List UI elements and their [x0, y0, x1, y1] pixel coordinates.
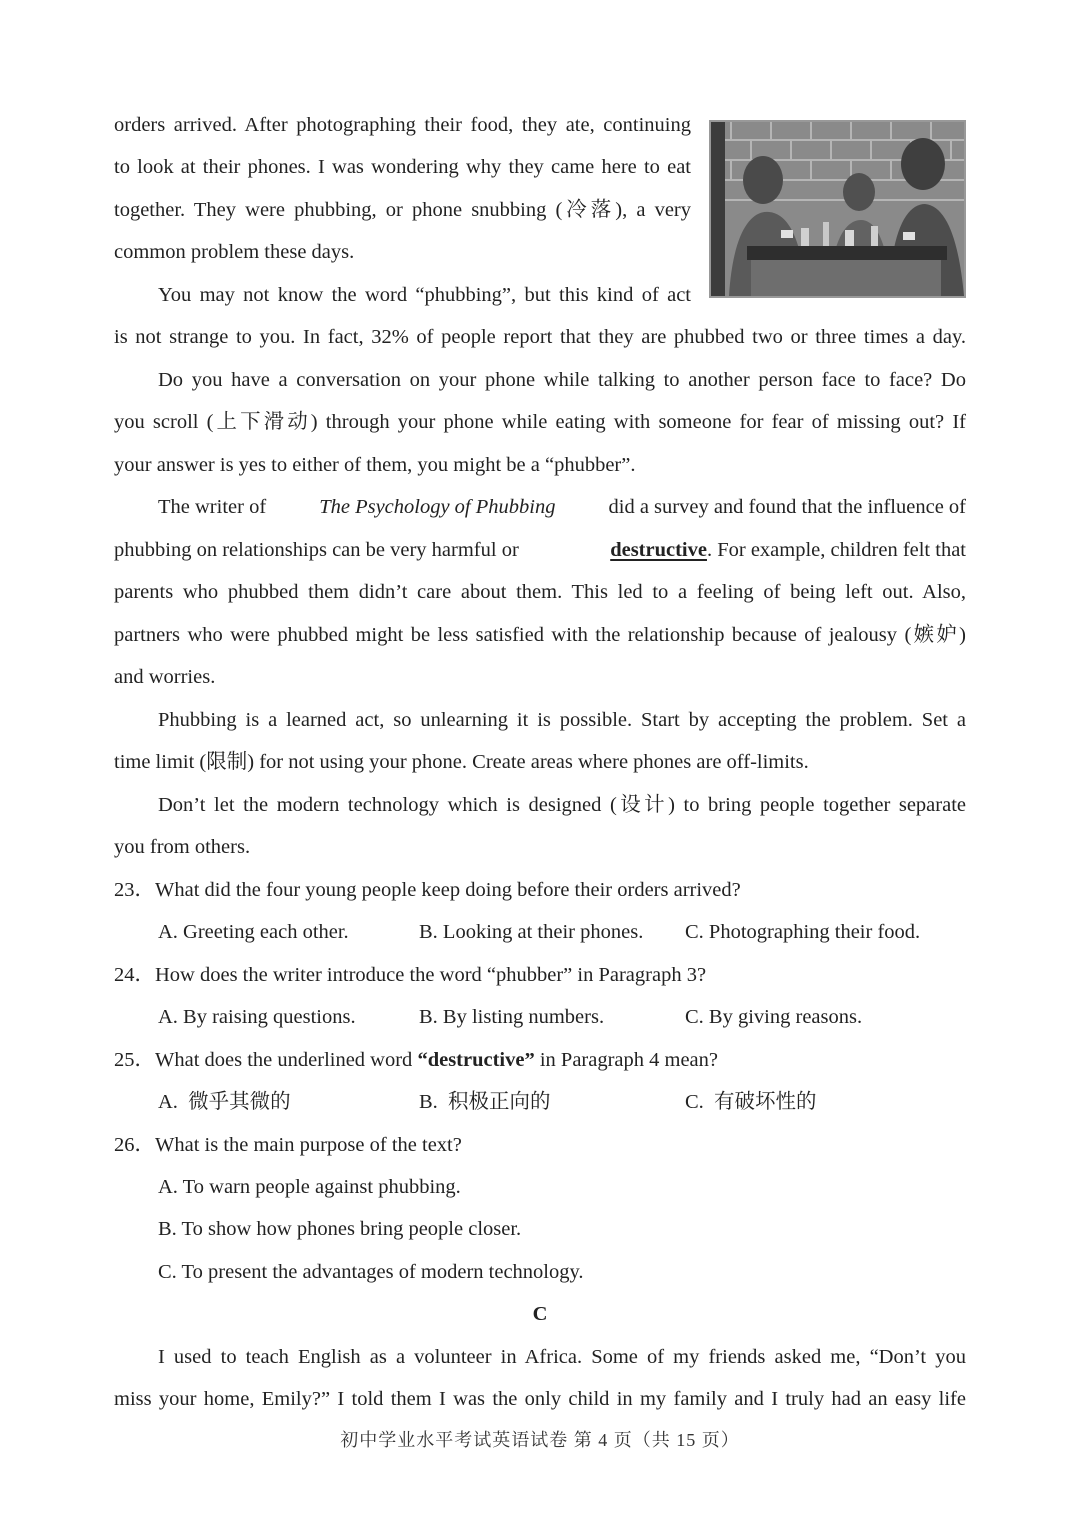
p6-line-1: Don’t let the modern technology which is designed (设计) to bring people together separate: [158, 794, 966, 816]
question-24-option-c[interactable]: C. By giving reasons.: [685, 1006, 863, 1028]
p1-line-3: together. They were phubbing, or phone snubbing (冷落), a very: [114, 199, 691, 221]
passage-c-line-2: miss your home, Emily?” I told them I was the only child in my family and I truly had an easy life: [114, 1388, 966, 1410]
question-23-option-c[interactable]: C. Photographing their food.: [685, 921, 921, 943]
question-25-option-a[interactable]: A. 微乎其微的: [158, 1091, 291, 1113]
p1-line-1: orders arrived. After photographing their food, they ate, continuing: [114, 114, 691, 136]
p2-line-2: is not strange to you. In fact, 32% of people report that they are phubbed two or three times a day.: [114, 326, 966, 348]
p4-line-4: partners who were phubbed might be less satisfied with the relationship because of jealousy (嫉妒): [114, 624, 966, 646]
p4-line-1: [158, 486, 966, 529]
p2-line-1: You may not know the word “phubbing”, but this kind of act: [158, 284, 691, 306]
p4-line-2-pre: phubbing on relationships can be very harmful or: [114, 539, 519, 561]
question-26-option-c[interactable]: C. To present the advantages of modern technology.: [158, 1261, 584, 1283]
page-footer: 初中学业水平考试英语试卷 第 4 页（共 15 页）: [340, 1430, 740, 1450]
p4-line-2: [114, 529, 966, 572]
p5-line-1: Phubbing is a learned act, so unlearning it is possible. Start by accepting the problem. Set a: [158, 709, 966, 731]
p1-line-4: common problem these days.: [114, 241, 355, 263]
question-24-option-a[interactable]: A. By raising questions.: [158, 1006, 356, 1028]
question-25-option-c[interactable]: C. 有破坏性的: [685, 1091, 817, 1113]
section-heading-c: C: [532, 1303, 548, 1325]
p3-line-2: you scroll (上下滑动) through your phone while eating with someone for fear of missing out? If: [114, 411, 966, 433]
question-25-keyword: “destructive”: [417, 1049, 535, 1071]
p4-line-3: parents who phubbed them didn’t care about them. This led to a feeling of being left out. Also,: [114, 581, 966, 603]
question-24-option-b[interactable]: B. By listing numbers.: [419, 1006, 605, 1028]
p3-line-3: your answer is yes to either of them, you might be a “phubber”.: [114, 454, 636, 476]
question-23-stem: 23．What did the four young people keep doing before their orders arrived?: [114, 879, 741, 901]
p4-line-5: and worries.: [114, 666, 216, 688]
question-26-option-b[interactable]: B. To show how phones bring people closer.: [158, 1218, 522, 1240]
p4-line-1-post: did a survey and found that the influence of: [608, 496, 966, 518]
p4-line-2-post: . For example, children felt that: [706, 539, 966, 561]
underlined-word-destructive: destructive: [610, 539, 707, 561]
p1-line-2: to look at their phones. I was wondering why they came here to eat: [114, 156, 691, 178]
question-25-stem-post: in Paragraph 4 mean?: [534, 1049, 719, 1071]
p5-line-2: time limit (限制) for not using your phone. Create areas where phones are off-limits.: [114, 751, 809, 773]
question-26-option-a[interactable]: A. To warn people against phubbing.: [158, 1176, 461, 1198]
book-title: The Psychology of Phubbing: [319, 496, 556, 518]
question-23-option-b[interactable]: B. Looking at their phones.: [419, 921, 644, 943]
question-23-option-a[interactable]: A. Greeting each other.: [158, 921, 349, 943]
p3-line-1: Do you have a conversation on your phone while talking to another person face to face? Do: [158, 369, 966, 391]
question-25-stem: [114, 1039, 718, 1082]
question-25-option-b[interactable]: B. 积极正向的: [419, 1091, 551, 1113]
question-25-stem-pre: 25．What does the underlined word: [114, 1049, 418, 1071]
question-24-stem: 24．How does the writer introduce the word “phubber” in Paragraph 3?: [114, 964, 707, 986]
p4-line-1-pre: The writer of: [158, 496, 267, 518]
p6-line-2: you from others.: [114, 836, 251, 858]
photo-people-phubbing-icon: [709, 120, 966, 298]
passage-c-line-1: I used to teach English as a volunteer in Africa. Some of my friends asked me, “Don’t you: [158, 1346, 966, 1368]
question-26-stem: 26．What is the main purpose of the text?: [114, 1134, 462, 1156]
